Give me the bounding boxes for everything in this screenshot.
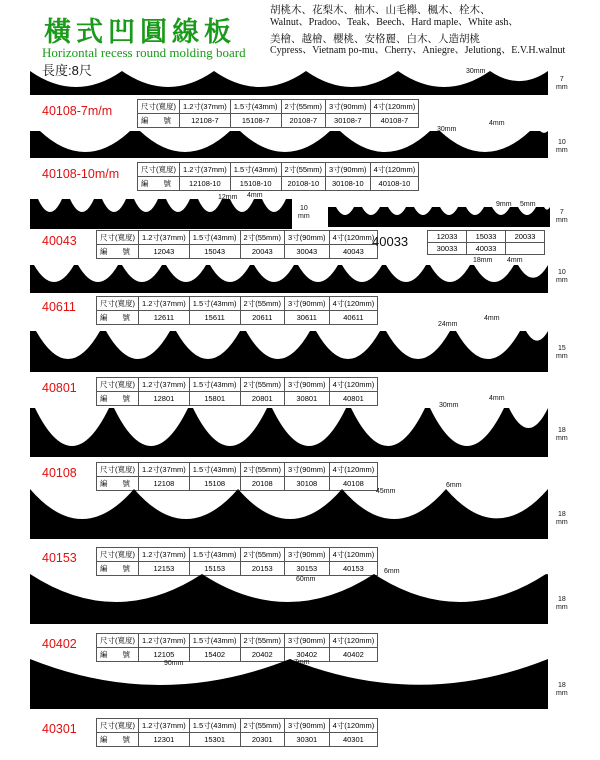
size-cell: 2寸(55mm) [281, 163, 326, 177]
code-40611: 40611 [42, 300, 76, 314]
size-cell: 4寸(120mm) [370, 163, 419, 177]
dim-label: 30mm [439, 402, 459, 409]
size-cell: 4寸(120mm) [329, 378, 378, 392]
size-cell: 2寸(55mm) [240, 231, 285, 245]
number-header: 編 號 [97, 477, 139, 491]
profile-shape [30, 574, 548, 624]
number-cell: 30611 [285, 311, 330, 325]
size-cell: 4寸(120mm) [370, 100, 419, 114]
size-cell: 3寸(90mm) [285, 548, 330, 562]
wood-list-en-1: Walnut、Pradoo、Teak、Beech、Hard maple、White ash、 [270, 17, 519, 28]
dim-label: 30mm [466, 68, 486, 75]
wood-list-en-2: Cypress、Vietnam po-mu、Cherry、Aniegre、Jelutiong、E.V.H.walnut [270, 45, 566, 56]
number-header: 編 號 [138, 177, 180, 191]
number-header: 編 號 [97, 733, 139, 747]
number-cell: 20801 [240, 392, 285, 406]
number-cell: 12105 [139, 648, 190, 662]
number-cell: 40153 [329, 562, 378, 576]
dim-label: 7mm [294, 659, 310, 666]
size-cell: 2寸(55mm) [240, 548, 285, 562]
spec-table-40611 [96, 296, 378, 325]
size-cell: 1.5寸(43mm) [189, 548, 240, 562]
size-cell: 1.5寸(43mm) [230, 163, 281, 177]
spec-cell [506, 243, 545, 255]
size-cell: 2寸(55mm) [240, 463, 285, 477]
size-header: 尺寸(寬度) [97, 297, 139, 311]
size-cell: 4寸(120mm) [329, 463, 378, 477]
thickness-label: 18 mm [556, 511, 568, 526]
profile-shape [30, 408, 548, 457]
size-cell: 1.2寸(37mm) [139, 231, 190, 245]
number-cell: 12043 [139, 245, 190, 259]
profile-shape [30, 489, 548, 539]
number-cell: 15301 [189, 733, 240, 747]
size-cell: 4寸(120mm) [329, 719, 378, 733]
spec-table-40301 [96, 718, 378, 747]
number-cell: 15108 [189, 477, 240, 491]
thickness-label: 10 mm [298, 205, 310, 220]
number-cell: 12108 [139, 477, 190, 491]
size-header: 尺寸(寬度) [97, 719, 139, 733]
size-cell: 2寸(55mm) [240, 297, 285, 311]
size-cell: 4寸(120mm) [329, 231, 378, 245]
spec-cell: 40033 [467, 243, 506, 255]
number-header: 編 號 [97, 245, 139, 259]
number-cell: 15801 [189, 392, 240, 406]
size-header: 尺寸(寬度) [97, 463, 139, 477]
code-40801: 40801 [42, 381, 77, 395]
size-cell: 1.2寸(37mm) [139, 719, 190, 733]
number-cell: 40801 [329, 392, 378, 406]
dim-label: 18mm [473, 257, 493, 264]
number-cell: 12153 [139, 562, 190, 576]
number-cell: 40402 [329, 648, 378, 662]
thickness-label: 7 mm [556, 209, 568, 224]
number-header: 編 號 [138, 114, 180, 128]
number-cell: 30402 [285, 648, 330, 662]
profile-shape [328, 207, 550, 227]
size-cell: 1.2寸(37mm) [139, 378, 190, 392]
number-cell: 12801 [139, 392, 190, 406]
thickness-label: 18 mm [556, 427, 568, 442]
number-cell: 12108-7 [180, 114, 231, 128]
number-cell: 20153 [240, 562, 285, 576]
dim-label: 5mm [520, 201, 536, 208]
number-cell: 20108-7 [281, 114, 326, 128]
number-cell: 12108-10 [180, 177, 231, 191]
size-header: 尺寸(寬度) [97, 548, 139, 562]
dim-label: 60mm [296, 576, 316, 583]
spec-table-40108-7 [137, 99, 419, 128]
dim-label: 4mm [507, 257, 523, 264]
dim-label: 90mm [164, 660, 184, 667]
number-cell: 15108-10 [230, 177, 281, 191]
dim-label: 6mm [384, 568, 400, 575]
number-header: 編 號 [97, 311, 139, 325]
code-40033: 40033 [372, 234, 409, 249]
size-cell: 3寸(90mm) [285, 378, 330, 392]
code-40301: 40301 [42, 722, 77, 736]
number-cell: 40108-7 [370, 114, 419, 128]
size-header: 尺寸(寬度) [97, 634, 139, 648]
dim-label: 4mm [484, 315, 500, 322]
number-cell: 20402 [240, 648, 285, 662]
number-cell: 20043 [240, 245, 285, 259]
number-cell: 15402 [189, 648, 240, 662]
size-cell: 2寸(55mm) [240, 634, 285, 648]
profile-40801 [0, 325, 600, 377]
profile-shape [30, 265, 548, 293]
size-cell: 3寸(90mm) [285, 231, 330, 245]
number-cell: 12611 [139, 311, 190, 325]
number-cell: 15043 [189, 245, 240, 259]
thickness-label: 10 mm [556, 269, 568, 284]
number-cell: 30108-10 [326, 177, 371, 191]
number-cell: 40108 [329, 477, 378, 491]
code-40108-10: 40108-10m/m [42, 167, 120, 181]
spec-cell: 20033 [506, 231, 545, 243]
number-cell: 40611 [329, 311, 378, 325]
dim-label: 4mm [489, 395, 505, 402]
spec-cell: 12033 [428, 231, 467, 243]
spec-table-40043 [96, 230, 378, 259]
number-cell: 30801 [285, 392, 330, 406]
size-cell: 4寸(120mm) [329, 634, 378, 648]
size-cell: 1.2寸(37mm) [139, 297, 190, 311]
size-cell: 1.5寸(43mm) [230, 100, 281, 114]
number-cell: 20611 [240, 311, 285, 325]
thickness-label: 15 mm [556, 345, 568, 360]
dim-label: 24mm [438, 321, 458, 328]
size-cell: 3寸(90mm) [285, 297, 330, 311]
dim-label: 4mm [489, 120, 505, 127]
size-cell: 3寸(90mm) [326, 163, 371, 177]
size-cell: 1.5寸(43mm) [189, 634, 240, 648]
dim-label: 6mm [446, 482, 462, 489]
code-40153: 40153 [42, 551, 77, 565]
size-cell: 3寸(90mm) [285, 634, 330, 648]
number-cell: 15108-7 [230, 114, 281, 128]
code-40108: 40108 [42, 466, 77, 480]
wood-list-cn-2: 美檜、越檜、櫻桃、安格麗、白木、人造胡桃 [270, 33, 480, 45]
size-cell: 1.5寸(43mm) [189, 297, 240, 311]
size-header: 尺寸(寬度) [138, 100, 180, 114]
size-cell: 1.5寸(43mm) [189, 378, 240, 392]
size-cell: 2寸(55mm) [281, 100, 326, 114]
dim-label: 9mm [496, 201, 512, 208]
size-cell: 2寸(55mm) [240, 378, 285, 392]
thickness-label: 7 mm [556, 76, 568, 91]
spec-table-40033 [427, 230, 545, 255]
length-label: 長度:8尺 [42, 63, 92, 78]
code-40108-7: 40108-7m/m [42, 104, 113, 118]
number-cell: 30301 [285, 733, 330, 747]
profile-shape [30, 131, 548, 158]
number-cell: 40043 [329, 245, 378, 259]
number-cell: 15153 [189, 562, 240, 576]
number-cell: 20301 [240, 733, 285, 747]
spec-table-40108-10 [137, 162, 419, 191]
spec-cell: 30033 [428, 243, 467, 255]
size-cell: 1.5寸(43mm) [189, 231, 240, 245]
size-cell: 3寸(90mm) [285, 463, 330, 477]
page-subtitle: Horizontal recess round molding board [42, 45, 246, 60]
number-cell: 30108 [285, 477, 330, 491]
size-cell: 4寸(120mm) [329, 548, 378, 562]
thickness-label: 18 mm [556, 682, 568, 697]
size-header: 尺寸(寬度) [97, 378, 139, 392]
size-cell: 1.5寸(43mm) [189, 719, 240, 733]
size-cell: 1.5寸(43mm) [189, 463, 240, 477]
profile-40108-10 [0, 125, 600, 165]
size-cell: 1.2寸(37mm) [180, 163, 231, 177]
dim-label: 12mm [218, 194, 238, 201]
number-cell: 20108 [240, 477, 285, 491]
code-40043: 40043 [42, 234, 77, 248]
profile-shape [30, 659, 548, 709]
profile-40153 [0, 483, 600, 543]
number-header: 編 號 [97, 562, 139, 576]
number-header: 編 號 [97, 648, 139, 662]
number-cell: 40108-10 [370, 177, 419, 191]
profile-40033 [0, 193, 600, 233]
size-header: 尺寸(寬度) [97, 231, 139, 245]
size-header: 尺寸(寬度) [138, 163, 180, 177]
number-cell: 30108-7 [326, 114, 371, 128]
wood-list-cn-1: 胡桃木、花梨木、柚木、山毛櫸、楓木、栓木、 [270, 4, 491, 16]
size-cell: 1.2寸(37mm) [139, 463, 190, 477]
dim-label: 4mm [247, 192, 263, 199]
number-header: 編 號 [97, 392, 139, 406]
number-cell: 12301 [139, 733, 190, 747]
number-cell: 20108-10 [281, 177, 326, 191]
size-cell: 3寸(90mm) [285, 719, 330, 733]
spec-cell: 15033 [467, 231, 506, 243]
dim-label: 30mm [437, 126, 457, 133]
thickness-label: 10 mm [556, 139, 568, 154]
number-cell: 30153 [285, 562, 330, 576]
size-cell: 1.2寸(37mm) [139, 548, 190, 562]
size-cell: 2寸(55mm) [240, 719, 285, 733]
size-cell: 3寸(90mm) [326, 100, 371, 114]
number-cell: 15611 [189, 311, 240, 325]
size-cell: 1.2寸(37mm) [180, 100, 231, 114]
profile-shape [30, 331, 548, 372]
code-40402: 40402 [42, 637, 77, 651]
number-cell: 40301 [329, 733, 378, 747]
thickness-label: 18 mm [556, 596, 568, 611]
profile-40108 [0, 402, 600, 462]
number-cell: 30043 [285, 245, 330, 259]
page-title: 橫式凹圓線板 [44, 17, 236, 48]
size-cell: 1.2寸(37mm) [139, 634, 190, 648]
profile-40611 [0, 258, 600, 298]
size-cell: 4寸(120mm) [329, 297, 378, 311]
dim-label: 45mm [376, 488, 396, 495]
